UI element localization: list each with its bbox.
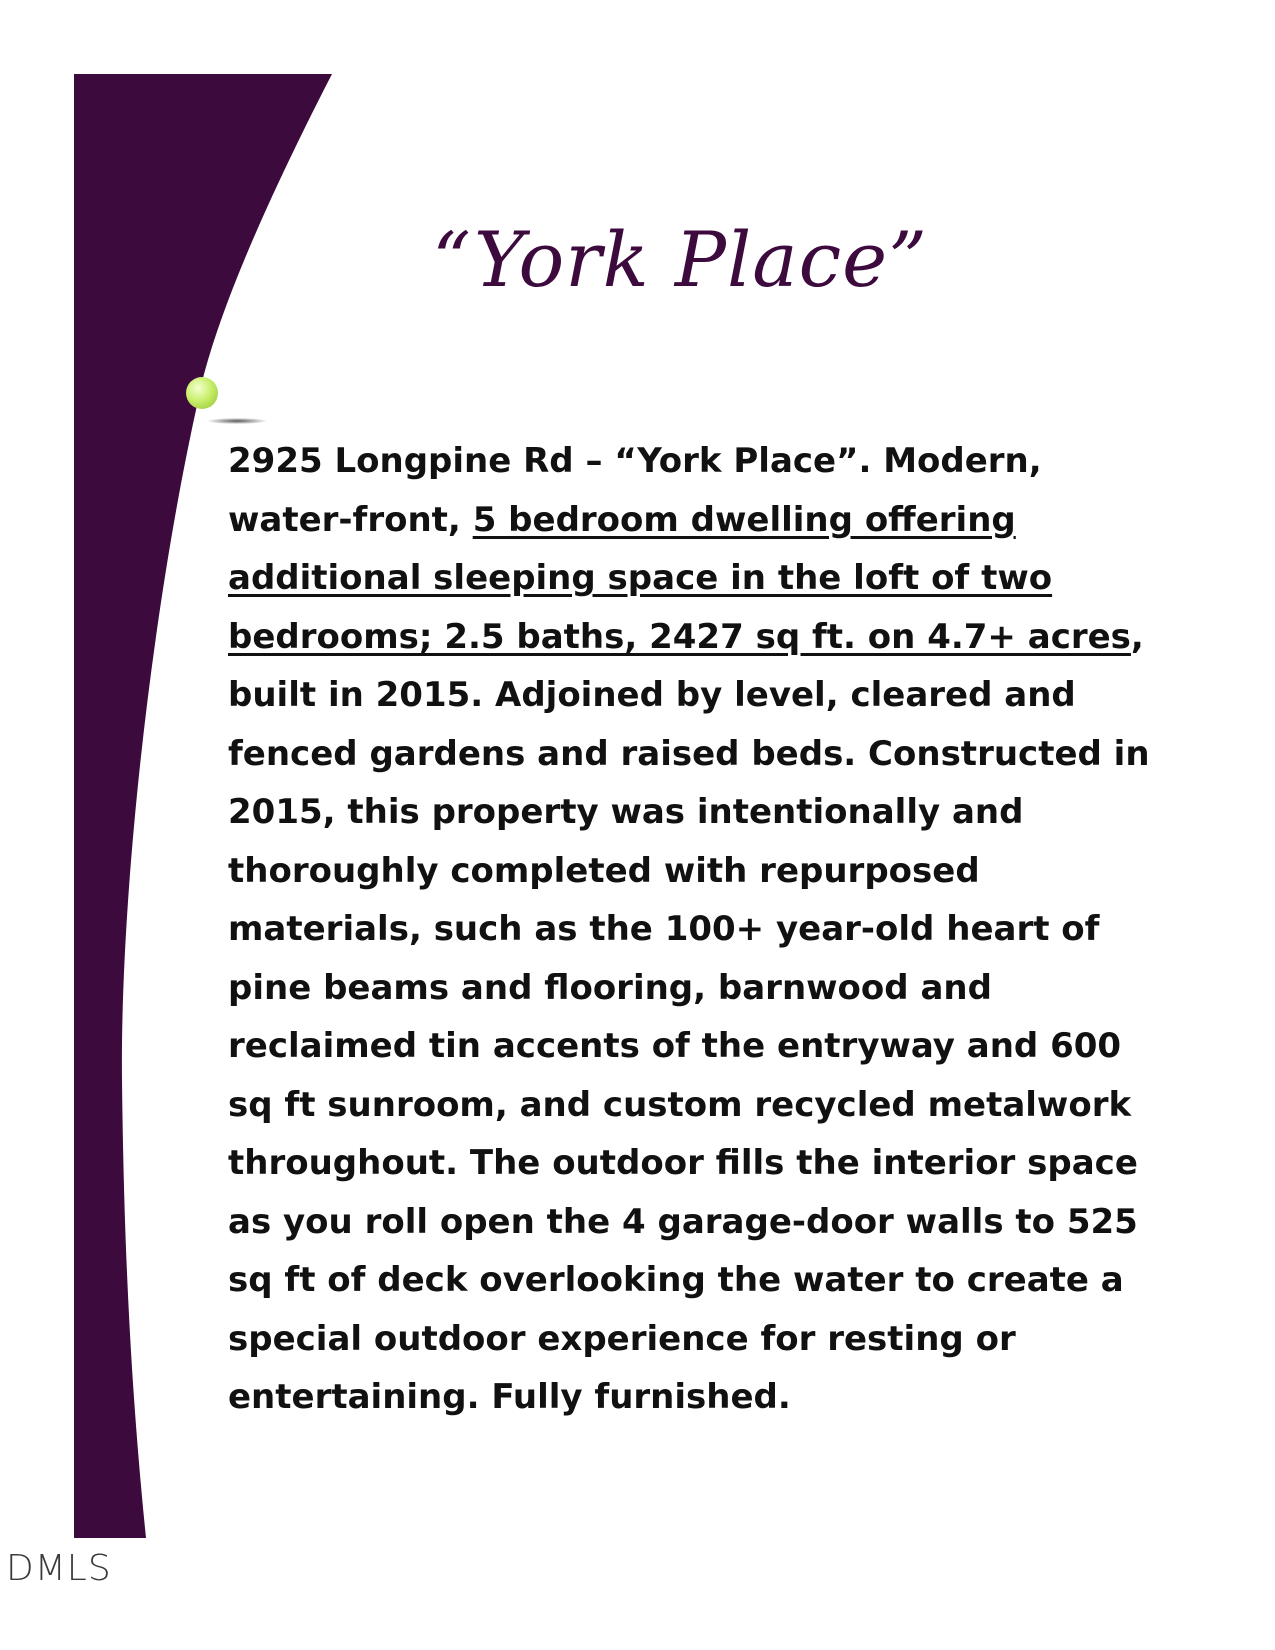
description-line (228, 968, 992, 1008)
orb-shadow (208, 418, 266, 424)
description-line-text: special outdoor experience for resting or (228, 1318, 1016, 1359)
description-line (228, 1260, 1124, 1300)
description-line-suffix: , (1130, 616, 1144, 657)
description-line-text: reclaimed tin accents of the entryway and 600 (228, 1026, 1122, 1066)
description-line (228, 1026, 1121, 1066)
description-line (228, 617, 1144, 657)
description-line-text: sq ft of deck overlooking the water to create a (228, 1260, 1124, 1300)
description-line-text: entertaining. Fully furnished. (228, 1377, 791, 1417)
description-line-text: fenced gardens and raised beds. Constructed in (228, 733, 1150, 774)
description-line (228, 1202, 1138, 1242)
description-line-text: thoroughly completed with repurposed (228, 850, 980, 891)
description-line (228, 909, 1099, 949)
description-line (228, 792, 1023, 832)
description-line-text: throughout. The outdoor fills the interior space (228, 1143, 1138, 1183)
dmls-watermark: DMLS (6, 1548, 112, 1589)
description-line (228, 1143, 1138, 1183)
description-line (228, 1085, 1131, 1125)
description-line (228, 675, 1076, 715)
description-line-underlined: additional sleeping space in the loft of two (228, 558, 1053, 598)
description-line (228, 558, 1052, 598)
description-line (228, 851, 980, 891)
description-line-prefix: water-front, (228, 499, 473, 540)
orb-ornament (186, 377, 218, 409)
description-line-underlined: 5 bedroom dwelling offering (472, 499, 1016, 540)
description-line-text: 2925 Longpine Rd – “York Place”. Modern, (228, 441, 1042, 481)
description-line-text: pine beams and flooring, barnwood and (228, 967, 992, 1008)
description-line (228, 1377, 791, 1417)
description-line (228, 441, 1042, 481)
property-description (228, 432, 1188, 1427)
description-line-text: built in 2015. Adjoined by level, cleared and (228, 675, 1076, 715)
description-line-underlined: bedrooms; 2.5 baths, 2427 sq ft. on 4.7+ acres (228, 616, 1131, 657)
description-line-text: materials, such as the 100+ year-old heart of (228, 909, 1100, 949)
description-line-text: as you roll open the 4 garage-door walls to 525 (228, 1201, 1138, 1242)
description-line-text: 2015, this property was intentionally and (228, 792, 1024, 832)
description-line (228, 734, 1150, 774)
description-line-text: sq ft sunroom, and custom recycled metalwork (228, 1084, 1132, 1125)
description-line (228, 1319, 1016, 1359)
description-line (228, 500, 1016, 540)
page-title: “York Place” (432, 215, 928, 304)
